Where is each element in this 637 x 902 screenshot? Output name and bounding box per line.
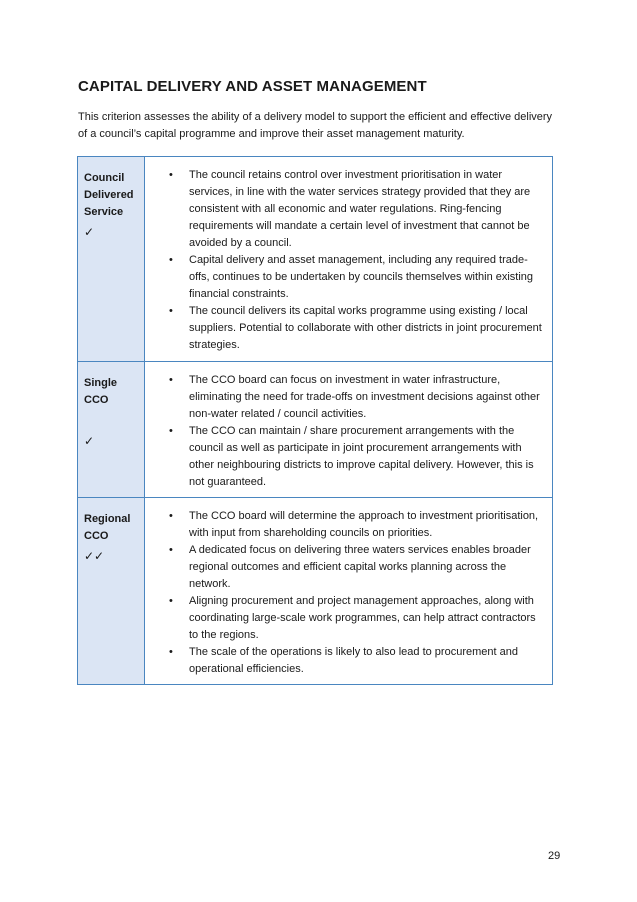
row-label-cell [78,498,145,684]
bullet-list [145,508,547,678]
row-content-cell [145,157,552,361]
list-item: • The CCO board can focus on investment in water infrastructure, eliminating the need for trade-offs on investment decisions against other non-water related / council activities. [145,372,547,423]
list-item: • The scale of the operations is likely to also lead to procurement and operational efficiencies. [145,644,547,678]
row-label-line: Delivered [84,189,134,201]
table-row-single-cco [78,361,552,497]
list-item: • The CCO board will determine the approach to investment prioritisation, with input from shareholding councils on priorities. [145,508,547,542]
bullet-list [145,372,547,491]
row-label-line: Council [84,172,125,184]
table-row-council-delivered [78,157,552,361]
assessment-table [77,156,553,685]
bullet-list [145,167,547,354]
list-item: • Capital delivery and asset management, including any required trade-offs, continues to be undertaken by councils themselves within existing financial constraints. [145,252,547,303]
row-content-cell [145,362,552,497]
list-item: • Aligning procurement and project management approaches, along with coordinating large-scale work programmes, can help attract contractors to the regions. [145,593,547,644]
section-heading: CAPITAL DELIVERY AND ASSET MANAGEMENT [78,78,427,95]
row-label-line: CCO [84,530,109,542]
row-label-cell [78,157,145,361]
rating-tick: ✓ [84,225,95,239]
row-label-line: Service [84,206,124,218]
row-label-cell [78,362,145,497]
table-row-regional-cco [78,497,552,684]
rating-tick: ✓✓ [84,549,105,563]
list-item: • The council retains control over investment prioritisation in water services, in line with the water services strategy provided that they are consistent with all economic and water regulations. Ring-fencing requirements will mandate a certain level of investment that cannot be avoided by a council. [145,167,547,252]
row-label-line: CCO [84,394,109,406]
page-number: 29 [548,850,561,862]
list-item: • The council delivers its capital works programme using existing / local suppliers. Potential to collaborate with other districts in joint procurement strategies. [145,303,547,354]
row-label-line: Single [84,377,118,389]
list-item: • A dedicated focus on delivering three waters services enables broader regional outcomes and efficient capital works planning across the network. [145,542,547,593]
list-item: • The CCO can maintain / share procurement arrangements with the council as well as participate in joint procurement arrangements with other neighbouring districts to improve capital delivery. However, this is not guaranteed. [145,423,547,491]
intro-paragraph: This criterion assesses the ability of a delivery model to support the efficient and effective delivery of a council’s capital programme and improve their asset management maturity. [78,111,553,140]
row-content-cell [145,498,552,684]
rating-tick: ✓ [84,434,95,448]
row-label-line: Regional [84,513,131,525]
